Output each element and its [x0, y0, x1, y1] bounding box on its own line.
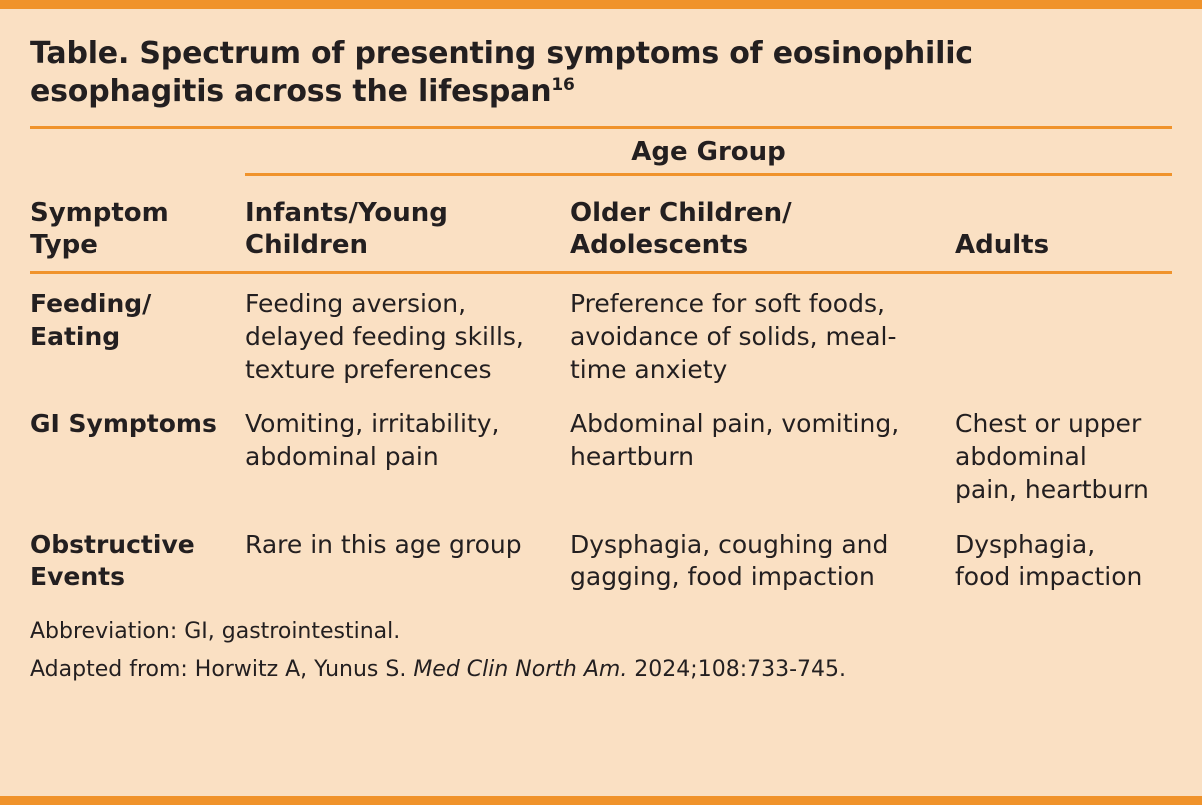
- column-header-adults: Adults: [955, 229, 1050, 260]
- source-journal: Med Clin North Am.: [413, 657, 628, 683]
- table-title-text: Table. Spectrum of presenting symptoms of eosinophilic esophagitis across the lifespan: [30, 36, 973, 110]
- cell-feeding-adults: [955, 274, 1172, 394]
- symptoms-table-body: [30, 274, 1172, 602]
- row-label-gi-symptoms: GI Symptoms: [30, 409, 217, 439]
- cell-feeding-infants: Feeding aversion, delayed feeding skills, texture preferences: [245, 289, 524, 384]
- table-footnotes: [30, 616, 1172, 686]
- source-suffix: 2024;108:733-745.: [627, 657, 847, 683]
- table-row: [30, 274, 1172, 394]
- row-label-feeding-eating: Feeding/ Eating: [30, 289, 152, 351]
- abbreviation-note: Abbreviation: GI, gastrointestinal.: [30, 619, 401, 645]
- cell-gi-adults: Chest or upper abdominal pain, heartburn: [955, 409, 1149, 504]
- group-header-cell: [245, 129, 1172, 186]
- column-header-infants-young-children: Infants/Young Children: [245, 197, 448, 260]
- source-prefix: Adapted from: Horwitz A, Yunus S.: [30, 657, 414, 683]
- table-row: [30, 515, 1172, 603]
- table-row: [30, 394, 1172, 514]
- column-header-older-children-adolescents: Older Children/ Adolescents: [570, 197, 792, 260]
- age-group-label: Age Group: [631, 136, 786, 167]
- group-header-spacer: [30, 129, 245, 186]
- cell-obstructive-adults: Dysphagia, food impaction: [955, 529, 1143, 592]
- cell-feeding-older-children: Preference for soft foods, avoidance of solids, meal-time anxiety: [570, 289, 897, 384]
- table-header-row: [30, 186, 1172, 269]
- cell-obstructive-older-children: Dysphagia, coughing and gagging, food impaction: [570, 529, 889, 592]
- title-reference-superscript: 16: [551, 75, 575, 96]
- cell-obstructive-infants: Rare in this age group: [245, 529, 522, 559]
- cell-gi-older-children: Abdominal pain, vomiting, heartburn: [570, 409, 900, 472]
- age-group-underline: [245, 173, 1172, 176]
- symptoms-table: [30, 129, 1172, 269]
- page-title: [30, 35, 1060, 112]
- cell-gi-infants: Vomiting, irritability, abdominal pain: [245, 409, 500, 472]
- column-header-symptom-type: Symptom Type: [30, 197, 169, 260]
- table-group-header-row: [30, 129, 1172, 186]
- source-note: [30, 654, 1172, 686]
- row-label-obstructive-events: Obstructive Events: [30, 529, 195, 592]
